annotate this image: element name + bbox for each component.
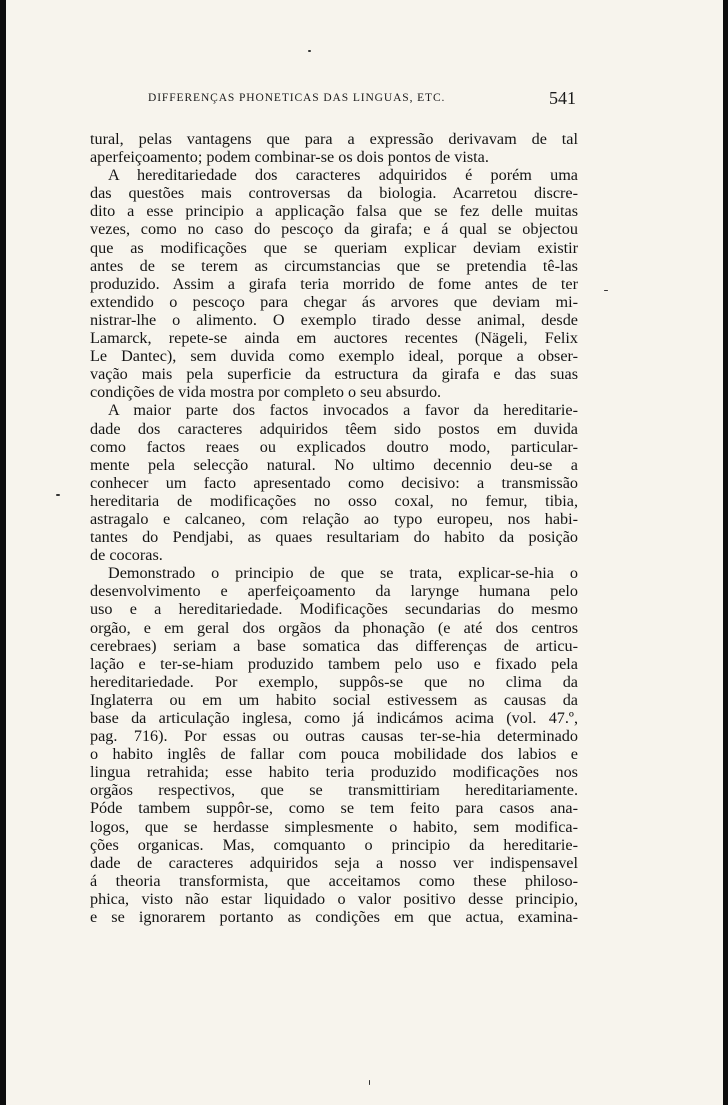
text-line: uso e a hereditariedade. Modificações secundarias do mesmo <box>90 600 578 619</box>
text-line: aperfeiçoamento; podem combinar-se os dois pontos de vista. <box>90 148 489 167</box>
text-line: extendido o pescoço para chegar ás arvores que deviam mi- <box>90 292 578 311</box>
text-line: tural, pelas vantagens que para a expressão derivavam de tal <box>90 130 578 148</box>
text-line: vação mais pela superficie da estructura da girafa e das suas <box>90 365 578 384</box>
text-line: Le Dantec), sem duvida como exemplo ideal, porque a obser- <box>90 347 578 366</box>
text-line: Demonstrado o principio de que se trata, explicar-se-hia o <box>108 564 578 583</box>
text-line: vezes, como no caso do pescoço da girafa; e á qual se objectou <box>90 220 578 239</box>
text-line: antes de se terem as circumstancias que se pretendia tê-las <box>90 256 578 275</box>
book-page <box>6 0 723 1105</box>
text-line: desenvolvimento e aperfeiçoamento da larynge humana pelo <box>90 582 578 601</box>
text-line: pag. 716). Por essas ou outras causas ter-se-hia determinado <box>90 727 578 746</box>
scan-speck <box>369 1080 370 1085</box>
text-line: á theoria transformista, que acceitamos como these philoso- <box>90 871 578 890</box>
text-line: Lamarck, repete-se ainda em auctores recentes (Nägeli, Felix <box>90 329 578 348</box>
text-line: nistrar-lhe o alimento. O exemplo tirado desse animal, desde <box>90 310 578 329</box>
running-title: DIFFERENÇAS PHONETICAS DAS LINGUAS, ETC. <box>148 92 446 104</box>
text-line: mente pela selecção natural. No ultimo decennio deu-se a <box>90 455 578 474</box>
body-text <box>90 130 578 926</box>
text-line: phica, visto não estar liquidado o valor positivo desse principio, <box>90 889 578 908</box>
text-line: lação e ter-se-hiam produzido tambem pelo uso e fixado pela <box>90 654 578 673</box>
page-number: 541 <box>549 88 576 108</box>
text-line: orgão, e em geral dos orgãos da phonação (e até dos centros <box>90 618 578 637</box>
text-line: logos, que se herdasse simplesmente o habito, sem modifica- <box>90 817 578 836</box>
text-line: dade de caracteres adquiridos seja a nosso ver indispensavel <box>90 853 578 872</box>
text-line: ções organicas. Mas, comquanto o principio da hereditarie- <box>90 835 578 854</box>
text-line: Inglaterra ou em um habito social estivessem as causas da <box>90 690 578 709</box>
text-line: tantes do Pendjabi, as quaes resultariam do habito da posição <box>90 528 578 547</box>
text-line: hereditariedade. Por exemplo, suppôs-se que no clima da <box>90 672 578 691</box>
text-line: hereditaria de modificações no osso coxal, no femur, tibia, <box>90 491 578 510</box>
text-line: das questões mais controversas da biologia. Acarretou discre- <box>90 184 578 203</box>
text-line: dade dos caracteres adquiridos têem sido postos em duvida <box>90 419 578 438</box>
text-line: condições de vida mostra por completo o seu absurdo. <box>90 383 442 402</box>
text-line: cerebraes) seriam a base somatica das differenças de articu- <box>90 636 578 655</box>
scan-speck <box>56 494 60 496</box>
text-line: base da articulação inglesa, como já indicámos acima (vol. 47.º, <box>90 709 578 727</box>
text-line: astragalo e calcaneo, com relação ao typo europeu, nos habi- <box>90 509 578 528</box>
text-line: o habito inglês de fallar com pouca mobilidade dos labios e <box>90 745 578 764</box>
text-line: dito a esse principio a applicação falsa que se fez delle muitas <box>90 202 578 221</box>
text-line: e se ignorarem portanto as condições em que actua, examina- <box>90 908 578 927</box>
text-line: A hereditariedade dos caracteres adquiridos é porém uma <box>108 166 578 185</box>
text-line: A maior parte dos factos invocados a favor da hereditarie- <box>108 401 578 420</box>
scan-speck <box>308 50 311 52</box>
text-line: conhecer um facto apresentado como decisivo: a transmissão <box>90 473 578 492</box>
text-line: orgãos respectivos, que se transmittiriam hereditariamente. <box>90 781 578 800</box>
text-line: Póde tambem suppôr-se, como se tem feito para casos ana- <box>90 799 578 818</box>
text-line: lingua retrahida; esse habito teria produzido modificações nos <box>90 763 578 782</box>
scan-speck <box>604 290 608 291</box>
text-line: que as modificações que se queriam explicar deviam existir <box>90 238 578 257</box>
text-line: produzido. Assim a girafa teria morrido de fome antes de ter <box>90 274 578 293</box>
text-line: como factos reaes ou explicados doutro modo, particular- <box>90 437 578 456</box>
text-line: de cocoras. <box>90 546 163 565</box>
page-header <box>90 88 582 110</box>
